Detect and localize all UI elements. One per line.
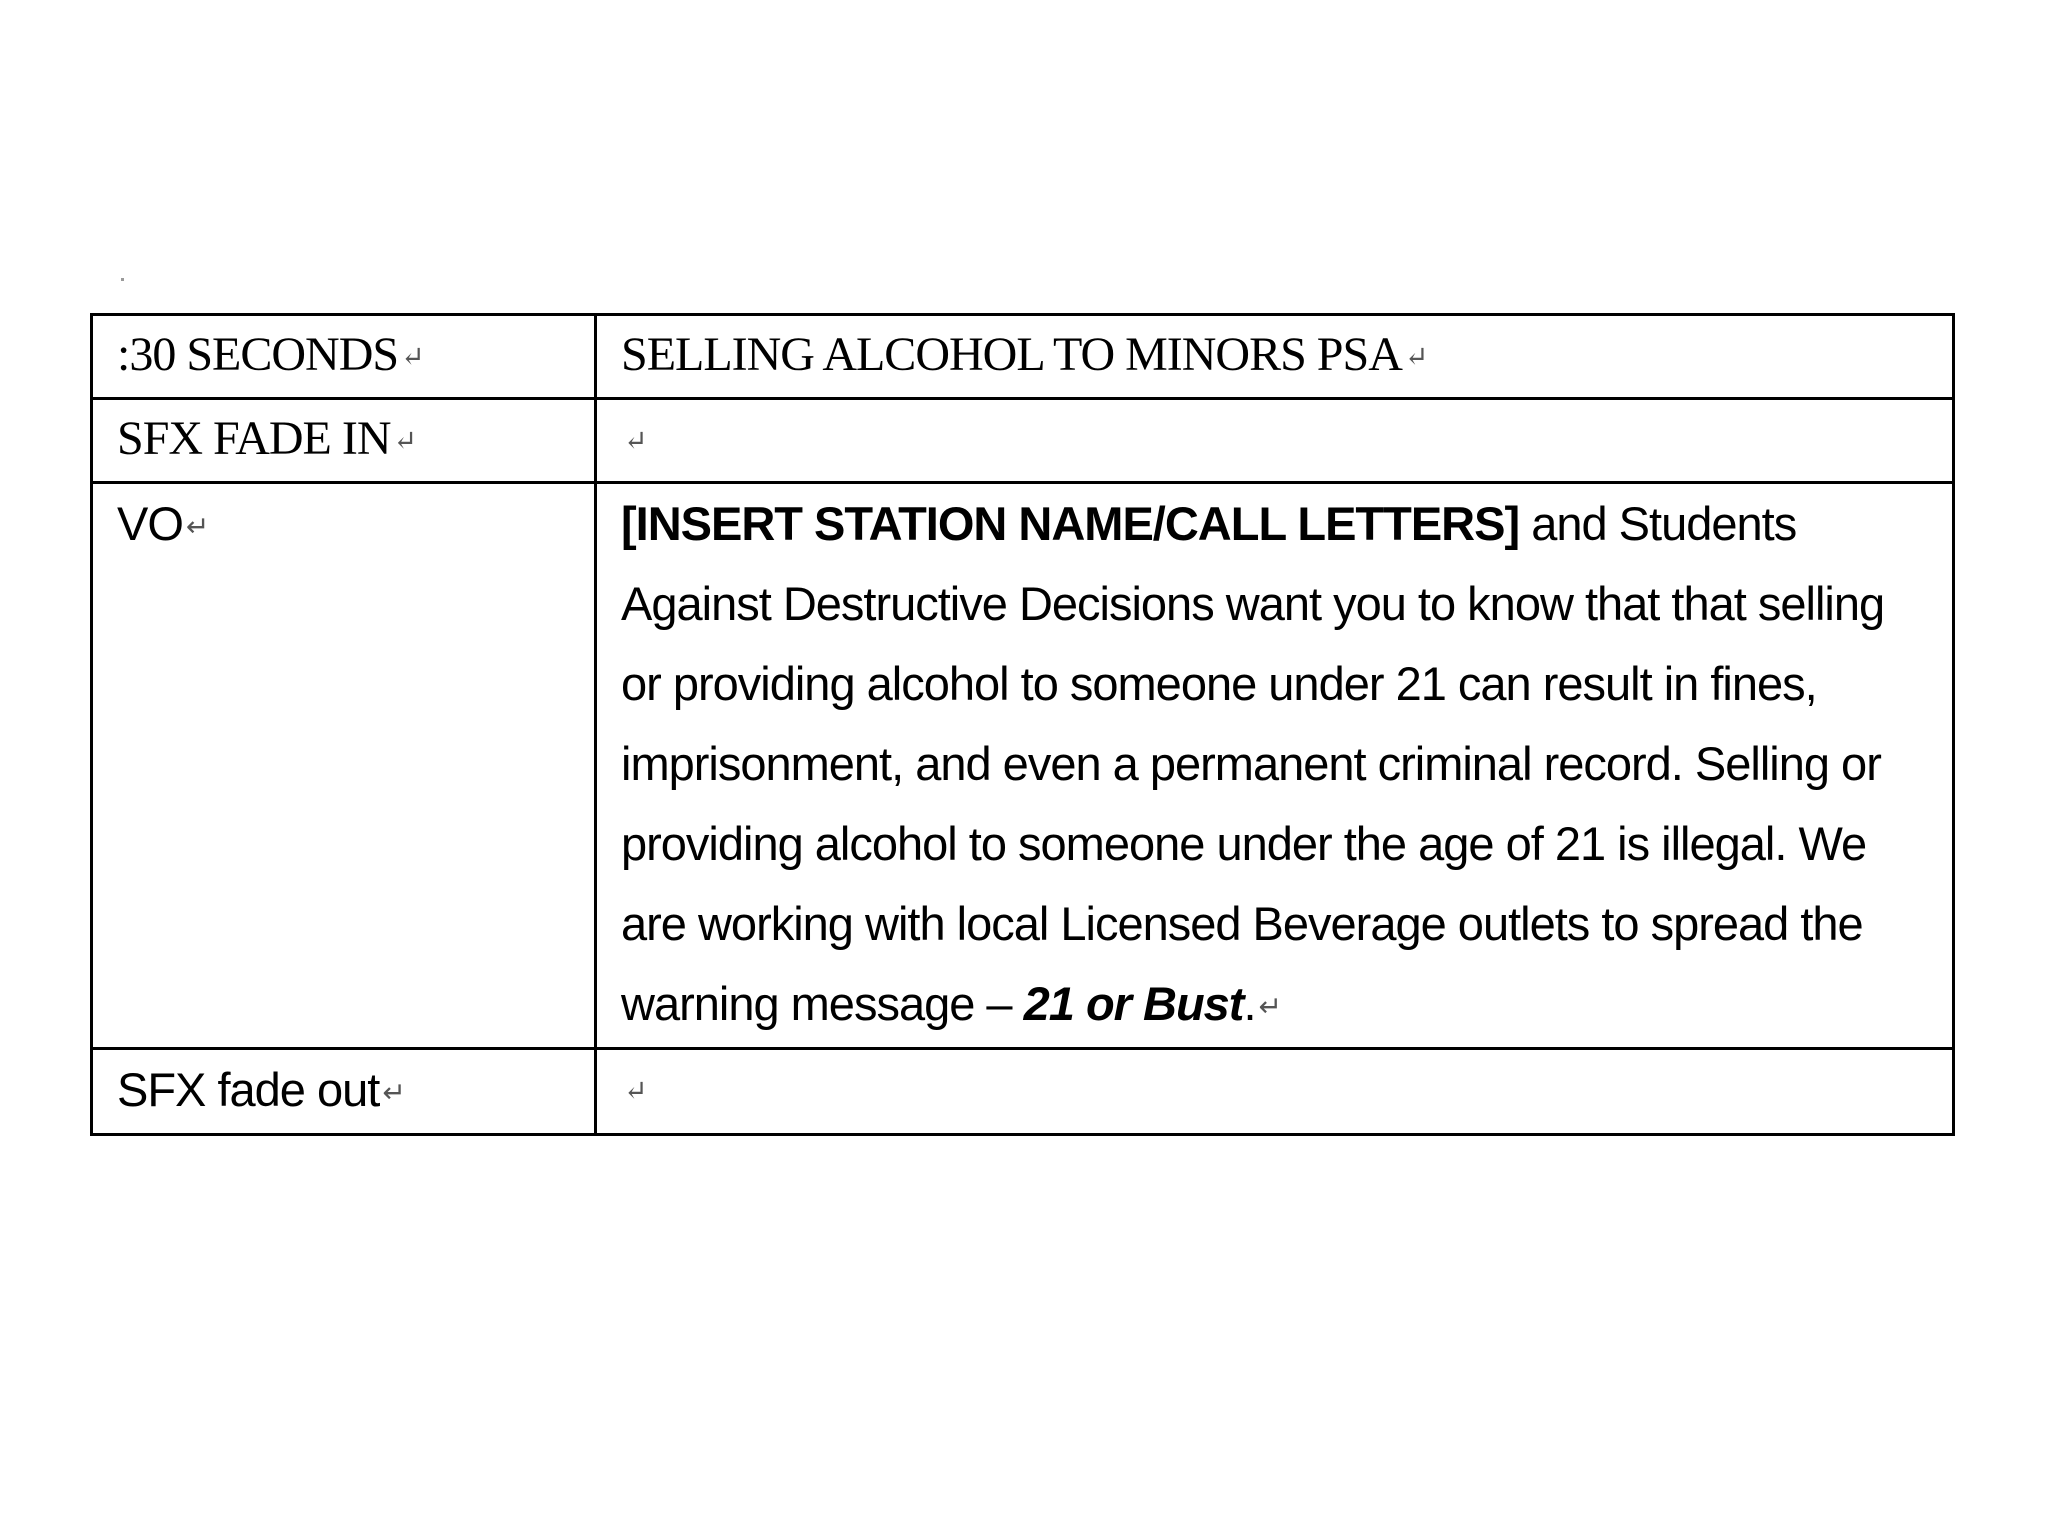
stray-dot xyxy=(121,278,124,281)
psa-title: SELLING ALCOHOL TO MINORS PSA xyxy=(621,328,1402,381)
duration-cell[interactable] xyxy=(92,315,596,399)
title-cell[interactable] xyxy=(596,315,1954,399)
cue-cell[interactable] xyxy=(92,1049,596,1135)
duration-label: :30 SECONDS xyxy=(117,328,399,381)
table-row xyxy=(92,1049,1954,1135)
cue-cell[interactable] xyxy=(92,399,596,483)
paragraph-mark-icon: ↵ xyxy=(1258,991,1282,1022)
tagline xyxy=(1024,977,1244,1030)
psa-script-table xyxy=(90,313,1955,1136)
vo-copy-text: and Students Against Destructive Decisions want you to know that that selling or providing alcohol to someone under 21 can result in fines, imprisonment, and even a permanent criminal record. Selling or providing alcohol to someone under the age of 21 is illegal. We are working with local Licensed Beverage outlets to spread the warning message – xyxy=(621,497,1885,1030)
vo-label: VO xyxy=(117,497,183,550)
table-row xyxy=(92,315,1954,399)
tagline-text: 21 or Bust xyxy=(1023,977,1244,1030)
paragraph-mark-icon: ↵ xyxy=(393,426,417,457)
paragraph-mark-icon: ↵ xyxy=(624,1076,648,1107)
table-row xyxy=(92,399,1954,483)
paragraph-mark-icon: ↵ xyxy=(401,342,425,373)
paragraph-mark-icon: ↵ xyxy=(624,426,648,457)
empty-cell[interactable] xyxy=(596,399,1954,483)
paragraph-mark-icon: ↵ xyxy=(1404,342,1429,373)
paragraph-mark-icon: ↵ xyxy=(185,511,210,542)
cue-cell[interactable] xyxy=(92,483,596,1049)
vo-copy-cell[interactable] xyxy=(596,483,1954,1049)
sfx-fade-in-label: SFX FADE IN xyxy=(117,412,391,465)
station-placeholder: [INSERT STATION NAME/CALL LETTERS] xyxy=(621,497,1520,550)
sfx-fade-out-label: SFX fade out xyxy=(117,1063,380,1116)
empty-cell[interactable] xyxy=(596,1049,1954,1135)
table-row xyxy=(92,483,1954,1049)
paragraph-mark-icon: ↵ xyxy=(382,1077,406,1108)
tagline-period: . xyxy=(1243,977,1256,1030)
